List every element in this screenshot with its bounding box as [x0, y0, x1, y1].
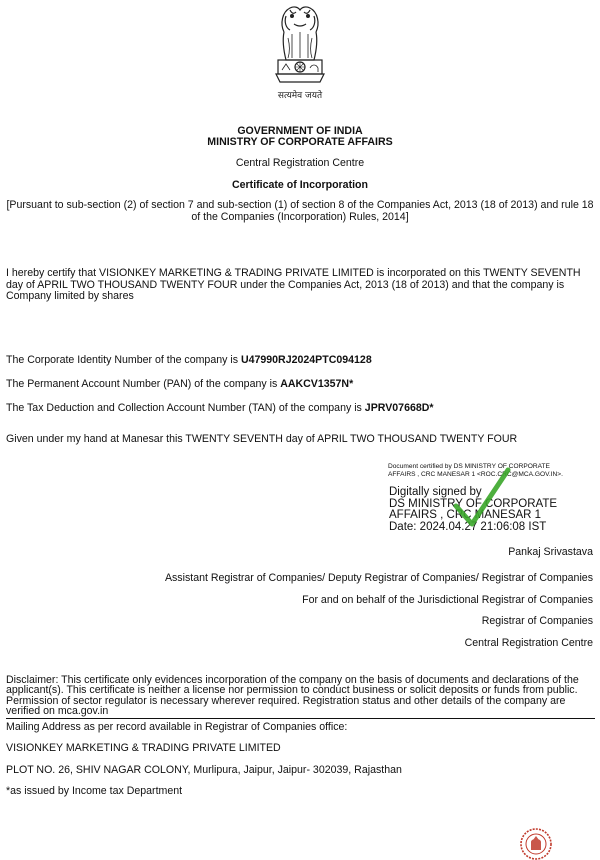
mca-seal-icon	[518, 826, 554, 860]
cin-line	[6, 355, 595, 367]
centre-title: Central Registration Centre	[235, 157, 365, 169]
certify-paragraph: I hereby certify that VISIONKEY MARKETING & TRADING PRIVATE LIMITED is incorporated on this TWENTY SEVENTH day of APRIL TWO THOUSAND TWENTY FOUR under the Companies Act, 2013 (18 of 2013) and that the company is Company limited by shares	[6, 267, 581, 303]
mailing-label: Mailing Address as per record available in Registrar of Companies office:	[6, 721, 348, 733]
mailing-company: VISIONKEY MARKETING & TRADING PRIVATE LIMITED	[6, 742, 281, 754]
pan-label: The Permanent Account Number (PAN) of the company is	[6, 378, 281, 390]
tan-value: JPRV07668D*	[364, 402, 434, 414]
divider	[6, 718, 595, 719]
national-emblem-icon	[262, 2, 338, 102]
certificate-title: Certificate of Incorporation	[232, 179, 368, 191]
cin-value: U47990RJ2024PTC094128	[240, 354, 372, 366]
mailing-address: PLOT NO. 26, SHIV NAGAR COLONY, Murlipura, Jaipur, Jaipur- 302039, Rajasthan	[6, 764, 402, 776]
sig-line-3: AFFAIRS , CRC MANESAR 1	[389, 509, 542, 521]
behalf-line: For and on behalf of the Jurisdictional Registrar of Companies	[302, 594, 593, 606]
gov-title: GOVERNMENT OF INDIA	[237, 125, 363, 137]
certified-by-line-1: Document certified by DS MINISTRY OF CORPORATE	[388, 463, 550, 470]
sig-line-2: DS MINISTRY OF CORPORATE	[389, 497, 558, 510]
tan-line	[6, 403, 595, 415]
pursuant-clause: [Pursuant to sub-section (2) of section 7 and sub-section (1) of section 8 of the Companies Act, 2013 (18 of 2013) and rule 18 of the Companies (Incorporation) Rules, 2014]	[6, 199, 594, 223]
pan-value: AAKCV1357N*	[280, 378, 354, 390]
given-line: Given under my hand at Manesar this TWENTY SEVENTH day of APRIL TWO THOUSAND TWENTY FOUR	[6, 433, 518, 445]
motto: सत्यमेव जयते	[277, 91, 323, 101]
cin-label: The Corporate Identity Number of the company is	[6, 354, 241, 366]
sig-line-4: Date: 2024.04.27 21:06:08 IST	[389, 520, 547, 533]
ministry-title: MINISTRY OF CORPORATE AFFAIRS	[207, 136, 393, 148]
disclaimer: Disclaimer: This certificate only evidences incorporation of the company on the basis of documents and declarations of the applicant(s). This certificate is neither a license nor permission to conduct business or solicit deposits or funds from public. Permission of sector regulator is necessary wherever required. Registration status and other details of the company are verified on mca.gov.in	[6, 674, 579, 718]
crc-line: Central Registration Centre	[464, 637, 593, 649]
signature-check-icon	[452, 466, 512, 532]
certified-by-line-2: AFFAIRS , CRC MANESAR 1 <ROC.CRC@MCA.GOV.IN>.	[388, 470, 563, 478]
signatory-designation: Assistant Registrar of Companies/ Deputy Registrar of Companies/ Registrar of Companies	[164, 572, 593, 584]
tan-label: The Tax Deduction and Collection Account Number (TAN) of the company is	[6, 402, 365, 414]
roc-line: Registrar of Companies	[481, 615, 593, 627]
pan-tan-note: *as issued by Income tax Department	[6, 785, 183, 797]
sig-line-1: Digitally signed by	[389, 486, 482, 498]
pan-line	[6, 379, 595, 391]
signatory-name: Pankaj Srivastava	[508, 546, 593, 558]
